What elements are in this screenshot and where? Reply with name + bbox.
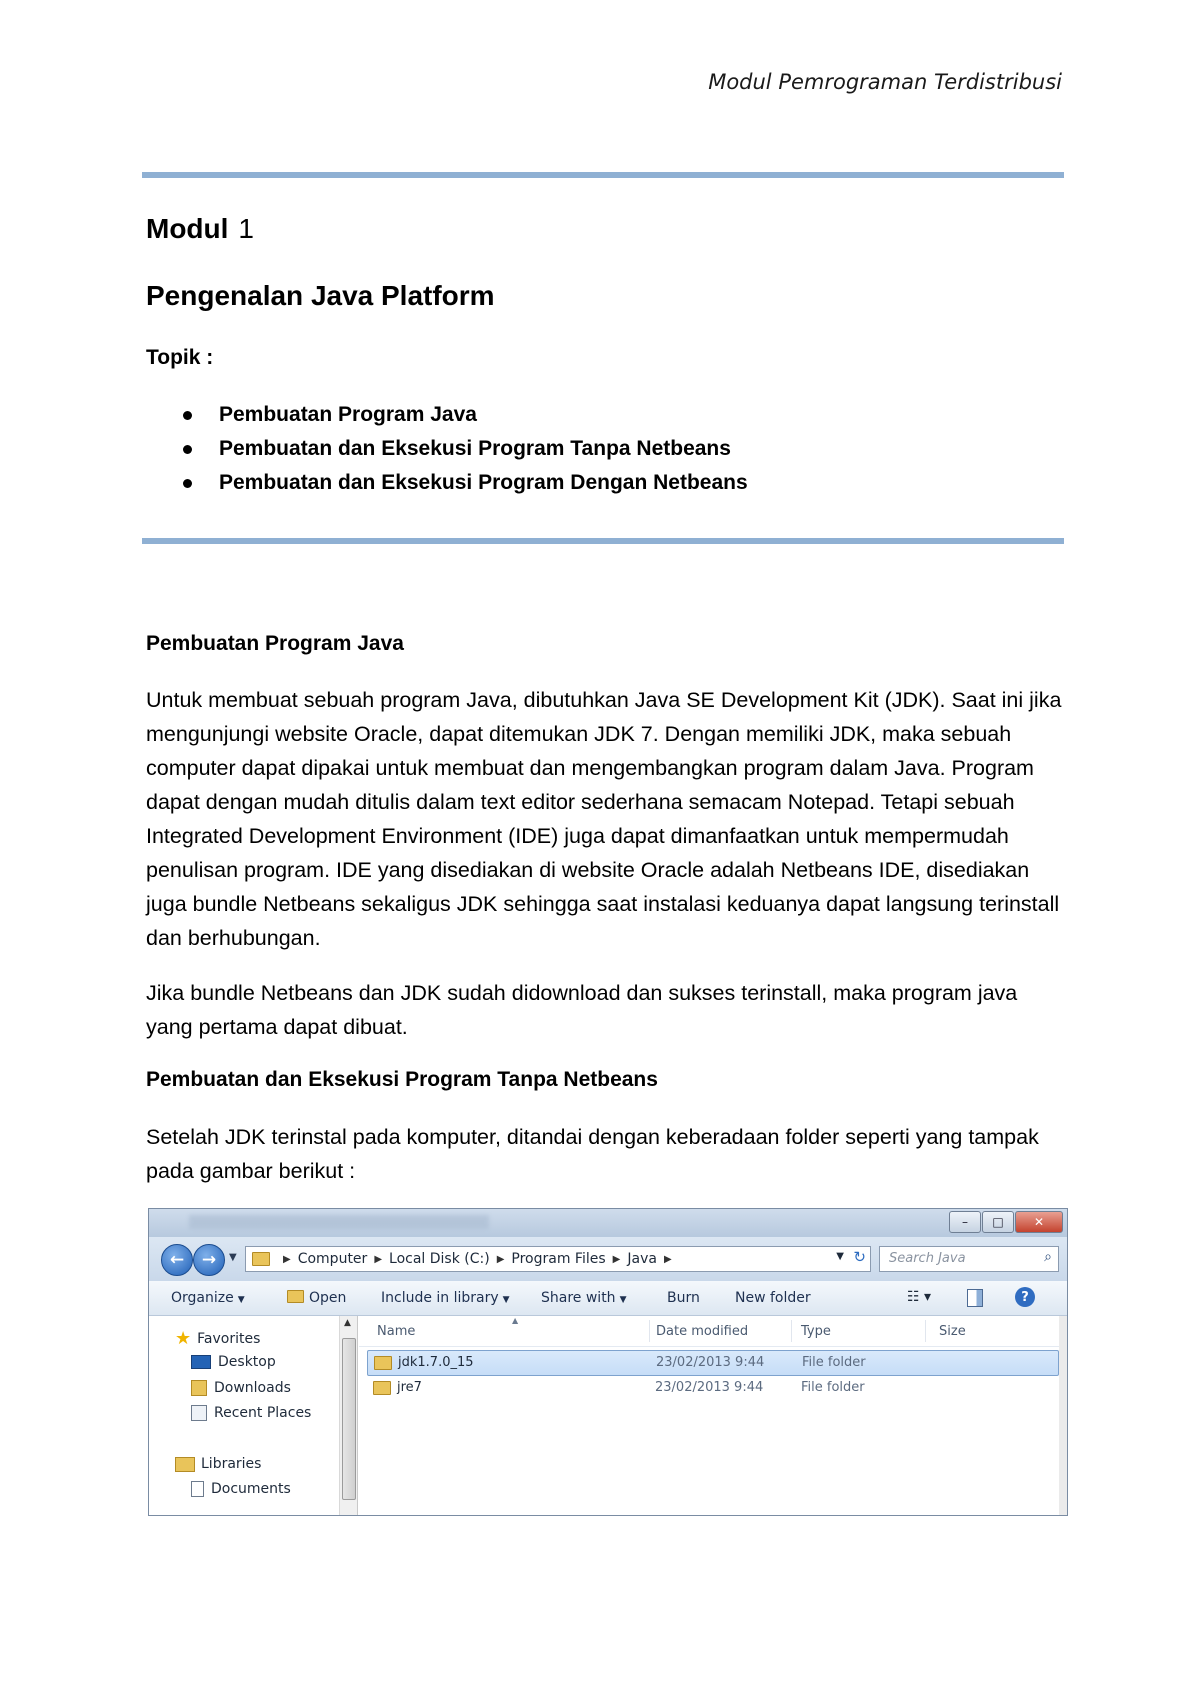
chevron-down-icon: ▼ [237,1295,245,1305]
nav-scrollbar[interactable] [339,1316,358,1515]
search-icon[interactable]: ⌕ [1044,1249,1052,1265]
nav-documents[interactable]: Documents [191,1481,291,1497]
title-bar [149,1209,1067,1237]
file-list [359,1316,1067,1515]
section-heading: Pembuatan dan Eksekusi Program Tanpa Netbeans [146,1068,658,1091]
topic-item: Pembuatan Program Java [146,398,748,432]
folder-icon [374,1356,392,1370]
column-date-modified[interactable]: Date modified [656,1324,749,1339]
address-bar[interactable] [245,1246,871,1272]
window-controls [948,1211,1063,1233]
running-header: Modul Pemrograman Terdistribusi [708,70,1062,94]
sort-up-icon: ▲ [512,1316,519,1325]
open-button[interactable]: Open [287,1290,346,1306]
include-in-library-button[interactable]: Include in library ▼ [381,1290,510,1306]
chevron-right-icon[interactable]: ▶ [374,1253,383,1265]
organize-button[interactable]: Organize ▼ [171,1290,245,1306]
topic-item: Pembuatan dan Eksekusi Program Dengan Netbeans [146,466,748,500]
topics-label: Topik : [146,346,214,369]
column-divider[interactable] [791,1320,792,1342]
minimize-button[interactable]: – [949,1211,981,1233]
chevron-right-icon[interactable]: ▶ [283,1253,291,1265]
section-heading: Pembuatan Program Java [146,632,404,655]
chevron-down-icon[interactable]: ▼ [836,1251,844,1262]
nav-favorites[interactable]: ★ Favorites [175,1328,261,1349]
star-icon: ★ [175,1328,192,1349]
paragraph: Jika bundle Netbeans dan JDK sudah didownload dan sukses terinstall, maka program java yang pertama dapat dibuat. [146,981,1018,1039]
module-number: 1 [238,213,254,244]
file-row[interactable] [367,1376,1059,1400]
address-row [149,1237,1067,1281]
file-date-cell: 23/02/2013 9:44 [655,1380,764,1395]
close-button[interactable]: ✕ [1015,1211,1063,1233]
burn-button[interactable]: Burn [667,1290,700,1306]
column-name[interactable]: Name [377,1324,416,1339]
column-divider[interactable] [925,1320,926,1342]
bullet-icon [183,445,192,454]
file-type-cell: File folder [801,1380,865,1395]
folder-icon [252,1252,270,1266]
chevron-down-icon: ▼ [502,1295,510,1305]
explorer-window [148,1208,1068,1516]
column-type[interactable]: Type [801,1324,831,1339]
topics-list [146,398,748,500]
topic-item: Pembuatan dan Eksekusi Program Tanpa Netbeans [146,432,748,466]
navigation-pane [149,1316,339,1515]
recent-pages-dropdown[interactable]: ▼ [229,1252,237,1263]
column-headers [359,1316,1067,1347]
chevron-right-icon[interactable]: ▶ [663,1253,672,1265]
breadcrumb-local-disk[interactable]: Local Disk (C:) [389,1251,490,1267]
document-icon [191,1481,204,1497]
file-row[interactable] [367,1350,1059,1376]
nav-libraries[interactable]: Libraries [175,1456,261,1472]
chevron-right-icon[interactable]: ▶ [496,1253,505,1265]
help-icon[interactable]: ? [1015,1287,1035,1307]
arrow-right-icon: → [201,1250,217,1270]
arrow-left-icon: ← [169,1250,185,1270]
preview-pane-icon[interactable] [967,1289,983,1307]
file-list-scrollbar[interactable] [1059,1316,1067,1515]
search-input[interactable]: Search Java [889,1251,966,1266]
column-size[interactable]: Size [939,1324,966,1339]
desktop-icon [191,1355,211,1369]
refresh-icon[interactable]: ↻ [853,1248,866,1266]
back-button[interactable] [161,1244,193,1276]
paragraph: Setelah JDK terinstal pada komputer, ditandai dengan keberadaan folder seperti yang tampak pada gambar berikut : [146,1125,1039,1183]
bullet-icon [183,411,192,420]
file-name-cell: jre7 [373,1380,422,1395]
scroll-up-icon[interactable]: ▲ [344,1318,351,1328]
new-folder-button[interactable]: New folder [735,1290,811,1306]
view-options-icon[interactable]: ☷ ▾ [907,1289,932,1305]
module-subtitle: Pengenalan Java Platform [146,280,495,311]
module-label: Modul [146,213,229,244]
downloads-icon [191,1380,207,1396]
paragraph: Untuk membuat sebuah program Java, dibutuhkan Java SE Development Kit (JDK). Saat ini jika mengunjungi website Oracle, dapat ditemukan JDK 7. Dengan memiliki JDK, maka sebuah computer dapat dipakai untuk membuat dan mengembangkan program dalam Java. Program dapat dengan mudah ditulis dalam text editor sederhana semacam Notepad. Tetapi sebuah Integrated Development Environment (IDE) juga dapat dimanfaatkan untuk mempermudah penulisan program. IDE yang disediakan di website Oracle adalah Netbeans IDE, disediakan juga bundle Netbeans sekaligus JDK sehingga saat instalasi keduanya dapat langsung terinstall dan berhubungan. [146,688,1062,950]
bottom-divider [142,538,1064,544]
recent-places-icon [191,1405,207,1421]
chevron-right-icon[interactable]: ▶ [612,1253,621,1265]
title-bar-reflection [189,1215,489,1229]
libraries-icon [175,1457,195,1472]
nav-desktop[interactable]: Desktop [191,1354,276,1370]
folder-open-icon [287,1290,304,1303]
chevron-down-icon: ▼ [619,1295,627,1305]
breadcrumb-program-files[interactable]: Program Files [511,1251,606,1267]
explorer-body [149,1316,1067,1515]
file-name-cell: jdk1.7.0_15 [374,1355,474,1370]
scroll-thumb[interactable] [342,1338,356,1500]
file-type-cell: File folder [802,1355,866,1370]
folder-icon [373,1381,391,1395]
nav-downloads[interactable]: Downloads [191,1380,291,1396]
column-divider[interactable] [649,1320,650,1342]
bullet-icon [183,479,192,488]
share-with-button[interactable]: Share with ▼ [541,1290,627,1306]
module-title [146,213,1066,245]
maximize-button[interactable]: □ [982,1211,1014,1233]
search-box[interactable] [879,1246,1059,1272]
file-date-cell: 23/02/2013 9:44 [656,1355,765,1370]
breadcrumb-computer[interactable]: Computer [297,1251,368,1267]
breadcrumb-java[interactable]: Java [627,1251,657,1267]
nav-recent-places[interactable]: Recent Places [191,1405,311,1421]
forward-button[interactable] [193,1244,225,1276]
command-bar [149,1281,1067,1316]
top-divider [142,172,1064,178]
